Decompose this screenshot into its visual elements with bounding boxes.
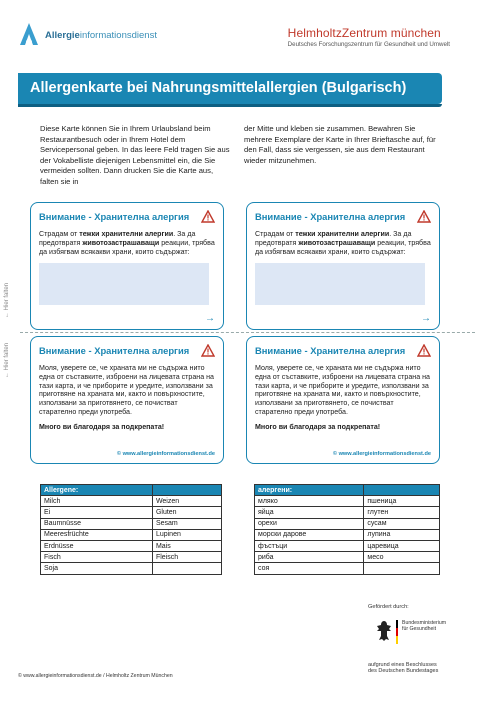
intro-text-right: der Mitte und kleben sie zusammen. Bewahren Sie mehrere Exemplare der Karte in Ihrer Brieftasche auf, für den Fall, dass sie vergessen, sie aus dem Restaurant wieder mitzunehmen. [244, 124, 436, 165]
table-cell: царевица [364, 540, 440, 551]
table-cell [152, 563, 221, 574]
funded-by-label: Gefördert durch: [368, 604, 409, 610]
allergen-entry-field[interactable] [39, 263, 209, 305]
table-cell: Gluten [152, 507, 221, 518]
helmholtz-subtitle: Deutsches Forschungszentrum für Gesundheit und Umwelt [287, 41, 450, 48]
table-row [41, 563, 222, 574]
table-cell: риба [255, 552, 364, 563]
table-row [41, 540, 222, 551]
table-row [41, 496, 222, 507]
table-cell: пшеница [364, 496, 440, 507]
table-cell: орехи [255, 518, 364, 529]
warning-icon [201, 210, 215, 223]
card-title: Внимание - Хранителна алергия [255, 345, 406, 356]
table-cell: Weizen [152, 496, 221, 507]
table-header: алергени: [255, 485, 364, 496]
table-row [255, 563, 440, 574]
allergen-entry-field[interactable] [255, 263, 425, 305]
table-cell: лупина [364, 529, 440, 540]
warning-icon [417, 210, 431, 223]
card-title: Внимание - Хранителна алергия [39, 211, 190, 222]
table-cell: Erdnüsse [41, 540, 153, 551]
table-cell: месо [364, 552, 440, 563]
table-cell: мляко [255, 496, 364, 507]
card-front-right [246, 202, 440, 330]
table-row [41, 507, 222, 518]
table-header [364, 485, 440, 496]
card-back-right [246, 336, 440, 464]
german-flag-stripe [396, 620, 398, 644]
card-front-left [30, 202, 224, 330]
table-cell: Mais [152, 540, 221, 551]
table-cell: яйца [255, 507, 364, 518]
warning-icon [201, 344, 215, 357]
allergen-table-bulgarian [254, 484, 440, 575]
warning-icon [417, 344, 431, 357]
logo-bold-text: Allergie [45, 29, 80, 41]
card-back-text: Моля, уверете се, че храната ми не съдържа нито една от съставките, изброени на лицевата страна на тази карта, и че приборите и уредите, използвани за приготвяне на храната ми, както и повърхностите, използвани за приготвянето, се почистват старателно преди употреба. [255, 364, 430, 416]
card-back-text: Моля, уверете се, че храната ми не съдържа нито една от съставките, изброени на лицевата страна на тази карта, и че приборите и уредите, използвани за приготвяне на храната ми, както и повърхностите, използвани за приготвянето, се почистват старателно преди употреба. [39, 364, 214, 416]
fold-label-bottom: ← Hier falten [4, 342, 10, 378]
ministry-line-1: Bundesministerium [402, 620, 447, 626]
table-cell: Meeresfrüchte [41, 529, 153, 540]
card-thanks: Много ви благодаря за подкрепата! [39, 422, 165, 431]
table-row [255, 552, 440, 563]
allergieinformationsdienst-logo [18, 22, 157, 48]
card-back-left [30, 336, 224, 464]
helmholtz-logo [288, 26, 450, 48]
ministry-name [402, 620, 446, 632]
table-row [41, 518, 222, 529]
ministry-line-2: für Gesundheit [402, 626, 437, 632]
table-row [41, 529, 222, 540]
table-row [255, 496, 440, 507]
table-header [152, 485, 221, 496]
footer-copyright: © www.allergieinformationsdienst.de / Helmholtz Zentrum München [18, 673, 173, 679]
table-row [255, 518, 440, 529]
table-cell: Milch [41, 496, 153, 507]
table-cell: сусам [364, 518, 440, 529]
card-title: Внимание - Хранителна алергия [39, 345, 190, 356]
card-thanks: Много ви благодаря за подкрепата! [255, 422, 381, 431]
card-url: © www.allergieinformationsdienst.de [332, 451, 431, 457]
fold-label-top: ← Hier falten [4, 282, 10, 318]
federal-eagle-icon [376, 620, 392, 642]
table-row [41, 552, 222, 563]
card-front-text: Страдам от тежки хранителни алергии. За да предотвратя животозастрашаващи реакции, трябва да избягвам всякакви храни, които съдържат: [255, 230, 431, 256]
arrow-right-icon: → [421, 313, 431, 324]
table-cell: соя [255, 563, 364, 574]
resolution-line-1: aufgrund eines Beschlusses [368, 662, 437, 668]
resolution-line-2: des Deutschen Bundestages [368, 668, 439, 675]
card-url: © www.allergieinformationsdienst.de [116, 451, 215, 457]
table-row [255, 540, 440, 551]
table-cell: Lupinen [152, 529, 221, 540]
card-title: Внимание - Хранителна алергия [255, 211, 406, 222]
intro-text-left: Diese Karte können Sie in Ihrem Urlaubsland beim Restaurantbesuch oder in Ihrem Hotel dem Servicepersonal geben. In das leere Feld tragen Sie aus der Vokabelliste diejenigen Lebensmittel ein, die Sie vermeiden sollten. Dann drucken Sie die Karte aus, falten sie in [40, 124, 230, 186]
logo-rest-text: informationsdienst [79, 29, 157, 41]
table-cell: Ei [41, 507, 153, 518]
fold-line [20, 332, 475, 333]
card-front-text: Страдам от тежки хранителни алергии. За да предотвратя животозастрашаващи реакции, трябва да избягвам всякакви храни, които съдържат: [39, 230, 215, 256]
table-cell: морски дарове [255, 529, 364, 540]
helmholtz-name: HelmholtzZentrum münchen [287, 26, 441, 40]
table-row [255, 507, 440, 518]
table-cell: фъстъци [255, 540, 364, 551]
table-row [255, 529, 440, 540]
table-header: Allergene: [41, 485, 153, 496]
table-cell: глутен [364, 507, 440, 518]
bundestag-resolution [368, 662, 438, 675]
page-title: Allergenkarte bei Nahrungsmittelallergien (Bulgarisch) [30, 80, 407, 96]
table-cell: Fleisch [152, 552, 221, 563]
allergen-table-german [40, 484, 222, 575]
table-cell: Sesam [152, 518, 221, 529]
title-bar-shadow [18, 104, 442, 107]
table-cell: Fisch [41, 552, 153, 563]
table-cell: Soja [41, 563, 153, 574]
table-cell [364, 563, 440, 574]
table-cell: Baumnüsse [41, 518, 153, 529]
arrow-right-icon: → [205, 313, 215, 324]
title-bar [18, 73, 442, 104]
allergy-logo-icon [18, 22, 40, 48]
